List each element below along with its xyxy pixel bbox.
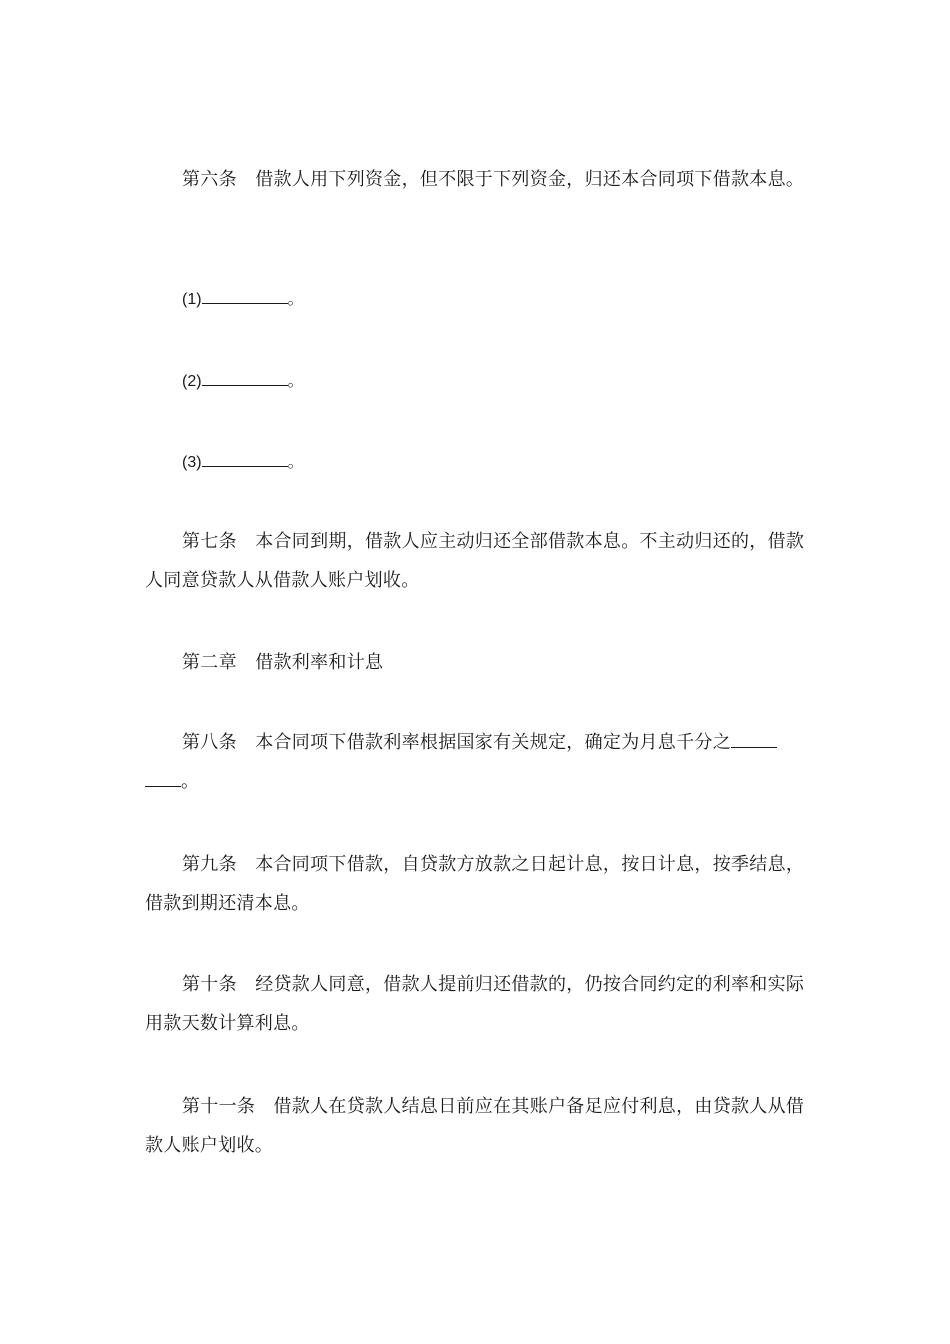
- item-3-blank: [202, 451, 288, 467]
- item-1-blank: [202, 288, 288, 304]
- item-2-end: 。: [287, 373, 304, 390]
- item-2-number: (2): [182, 373, 202, 390]
- article-8-blank-a: [731, 732, 777, 748]
- item-3-number: (3): [182, 454, 202, 471]
- article-7: 第七条 本合同到期，借款人应主动归还全部借款本息。不主动归还的，借款人同意贷款人从借款人账户划收。: [145, 531, 805, 591]
- article-6: 第六条 借款人用下列资金，但不限于下列资金，归还本合同项下借款本息。: [182, 169, 805, 190]
- list-item-2: [182, 370, 304, 394]
- article-11: 第十一条 借款人在贷款人结息日前应在其账户备足应付利息，由贷款人从借款人账户划收。: [145, 1096, 805, 1156]
- article-10: 第十条 经贷款人同意，借款人提前归还借款的，仍按合同约定的利率和实际用款天数计算利息。: [145, 974, 805, 1034]
- article-8: [145, 723, 805, 801]
- list-item-3: [182, 451, 304, 475]
- item-2-blank: [202, 370, 288, 386]
- article-8-end: 。: [181, 771, 200, 792]
- article-8-blank-b: [145, 771, 181, 787]
- item-3-end: 。: [287, 454, 304, 471]
- item-1-end: 。: [287, 291, 304, 308]
- item-1-number: (1): [182, 291, 202, 308]
- chapter-2-heading: 第二章 借款利率和计息: [182, 652, 384, 673]
- article-9: 第九条 本合同项下借款，自贷款方放款之日起计息，按日计息，按季结息，借款到期还清本息。: [145, 854, 805, 914]
- list-item-1: [182, 288, 304, 312]
- article-8-text: 第八条 本合同项下借款利率根据国家有关规定，确定为月息千分之: [182, 732, 731, 753]
